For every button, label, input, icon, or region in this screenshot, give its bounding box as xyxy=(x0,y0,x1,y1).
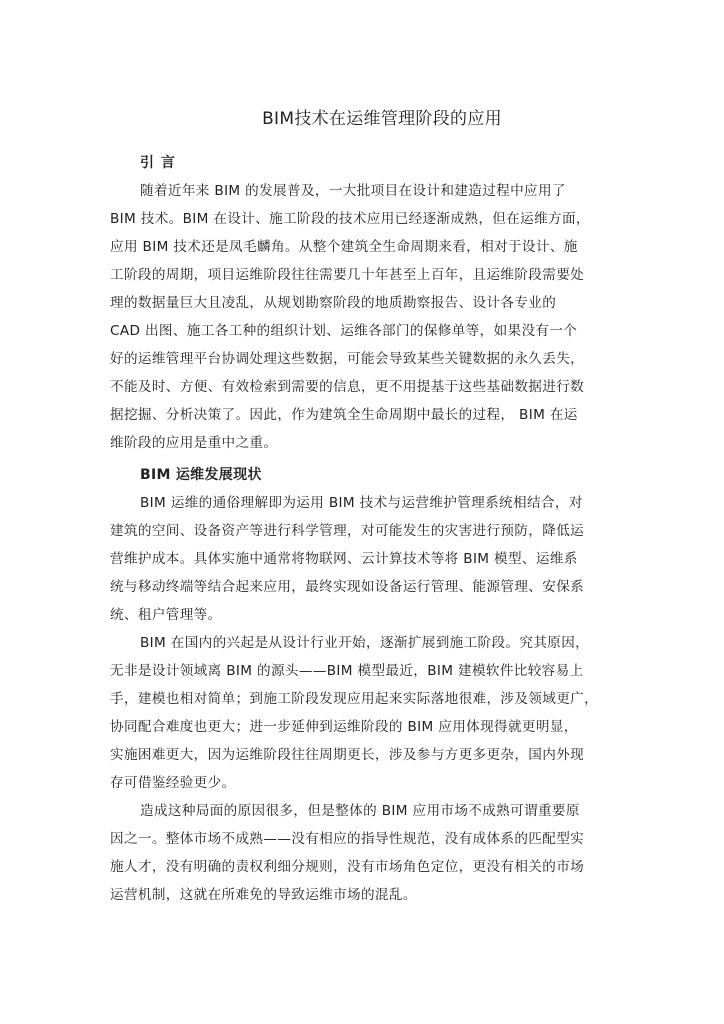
paragraph-line: 营维护成本。具体实施中通常将物联网、云计算技术等将 BIM 模型、运维系 xyxy=(110,551,578,567)
paragraph-line: 实施困难更大，因为运维阶段往往周期更长，涉及参与方更多更杂，国内外现 xyxy=(110,747,585,763)
paragraph-line: 存可借鉴经验更少。 xyxy=(110,775,236,791)
paragraph-line: 无非是设计领域离 BIM 的源头——BIM 模型最近，BIM 建模软件比较容易上 xyxy=(110,663,584,679)
paragraph-line: 造成这种局面的原因很多，但是整体的 BIM 应用市场不成熟可谓重要原 xyxy=(140,803,580,819)
paragraph-line: BIM 在国内的兴起是从设计行业开始，逐渐扩展到施工阶段。究其原因， xyxy=(140,635,590,651)
paragraph-line: 统、租户管理等。 xyxy=(110,607,222,623)
paragraph-line: BIM 运维的通俗理解即为运用 BIM 技术与运营维护管理系统相结合，对 xyxy=(140,495,583,511)
paragraph-line: CAD 出图、施工各工种的组织计划、运维各部门的保修单等，如果没有一个 xyxy=(110,323,578,339)
paragraph-line: 不能及时、方便、有效检索到需要的信息，更不用提基于这些基础数据进行数 xyxy=(110,379,585,395)
paragraph-line: 应用 BIM 技术还是凤毛麟角。从整个建筑全生命周期来看，相对于设计、施 xyxy=(110,239,578,255)
paragraph-line: 工阶段的周期，项目运维阶段往往需要几十年甚至上百年，且运维阶段需要处 xyxy=(110,267,585,283)
paragraph-line: 好的运维管理平台协调处理这些数据，可能会导致某些关键数据的永久丢失， xyxy=(110,351,585,367)
paragraph-line: 据挖掘、分析决策了。因此，作为建筑全生命周期中最长的过程， BIM 在运 xyxy=(110,407,578,423)
section-heading-bim-status: BIM 运维发展现状 xyxy=(140,467,262,483)
paragraph-line: 施人才，没有明确的责权利细分规则，没有市场角色定位，更没有相关的市场 xyxy=(110,859,585,875)
paragraph-line: 因之一。整体市场不成熟——没有相应的指导性规范，没有成体系的匹配型实 xyxy=(110,831,585,847)
paragraph-line: 手，建模也相对简单；到施工阶段发现应用起来实际落地很难，涉及领域更广， xyxy=(110,691,599,707)
document-title: BIM技术在运维管理阶段的应用 xyxy=(262,109,502,129)
paragraph-line: BIM 技术。BIM 在设计、施工阶段的技术应用已经逐渐成熟，但在运维方面， xyxy=(110,211,590,227)
paragraph-line: 协同配合难度也更大；进一步延伸到运维阶段的 BIM 应用体现得就更明显， xyxy=(110,719,578,735)
paragraph-line: 统与移动终端等结合起来应用，最终实现如设备运行管理、能源管理、安保系 xyxy=(110,579,585,595)
paragraph-line: 建筑的空间、设备资产等进行科学管理，对可能发生的灾害进行预防，降低运 xyxy=(110,523,585,539)
paragraph-line: 随着近年来 BIM 的发展普及，一大批项目在设计和建造过程中应用了 xyxy=(140,183,566,199)
paragraph-line: 维阶段的应用是重中之重。 xyxy=(110,435,278,451)
paragraph-line: 运营机制，这就在所难免的导致运维市场的混乱。 xyxy=(110,887,417,903)
section-heading-introduction: 引 言 xyxy=(140,155,176,171)
paragraph-line: 理的数据量巨大且凌乱，从规划勘察阶段的地质勘察报告、设计各专业的 xyxy=(110,295,557,311)
